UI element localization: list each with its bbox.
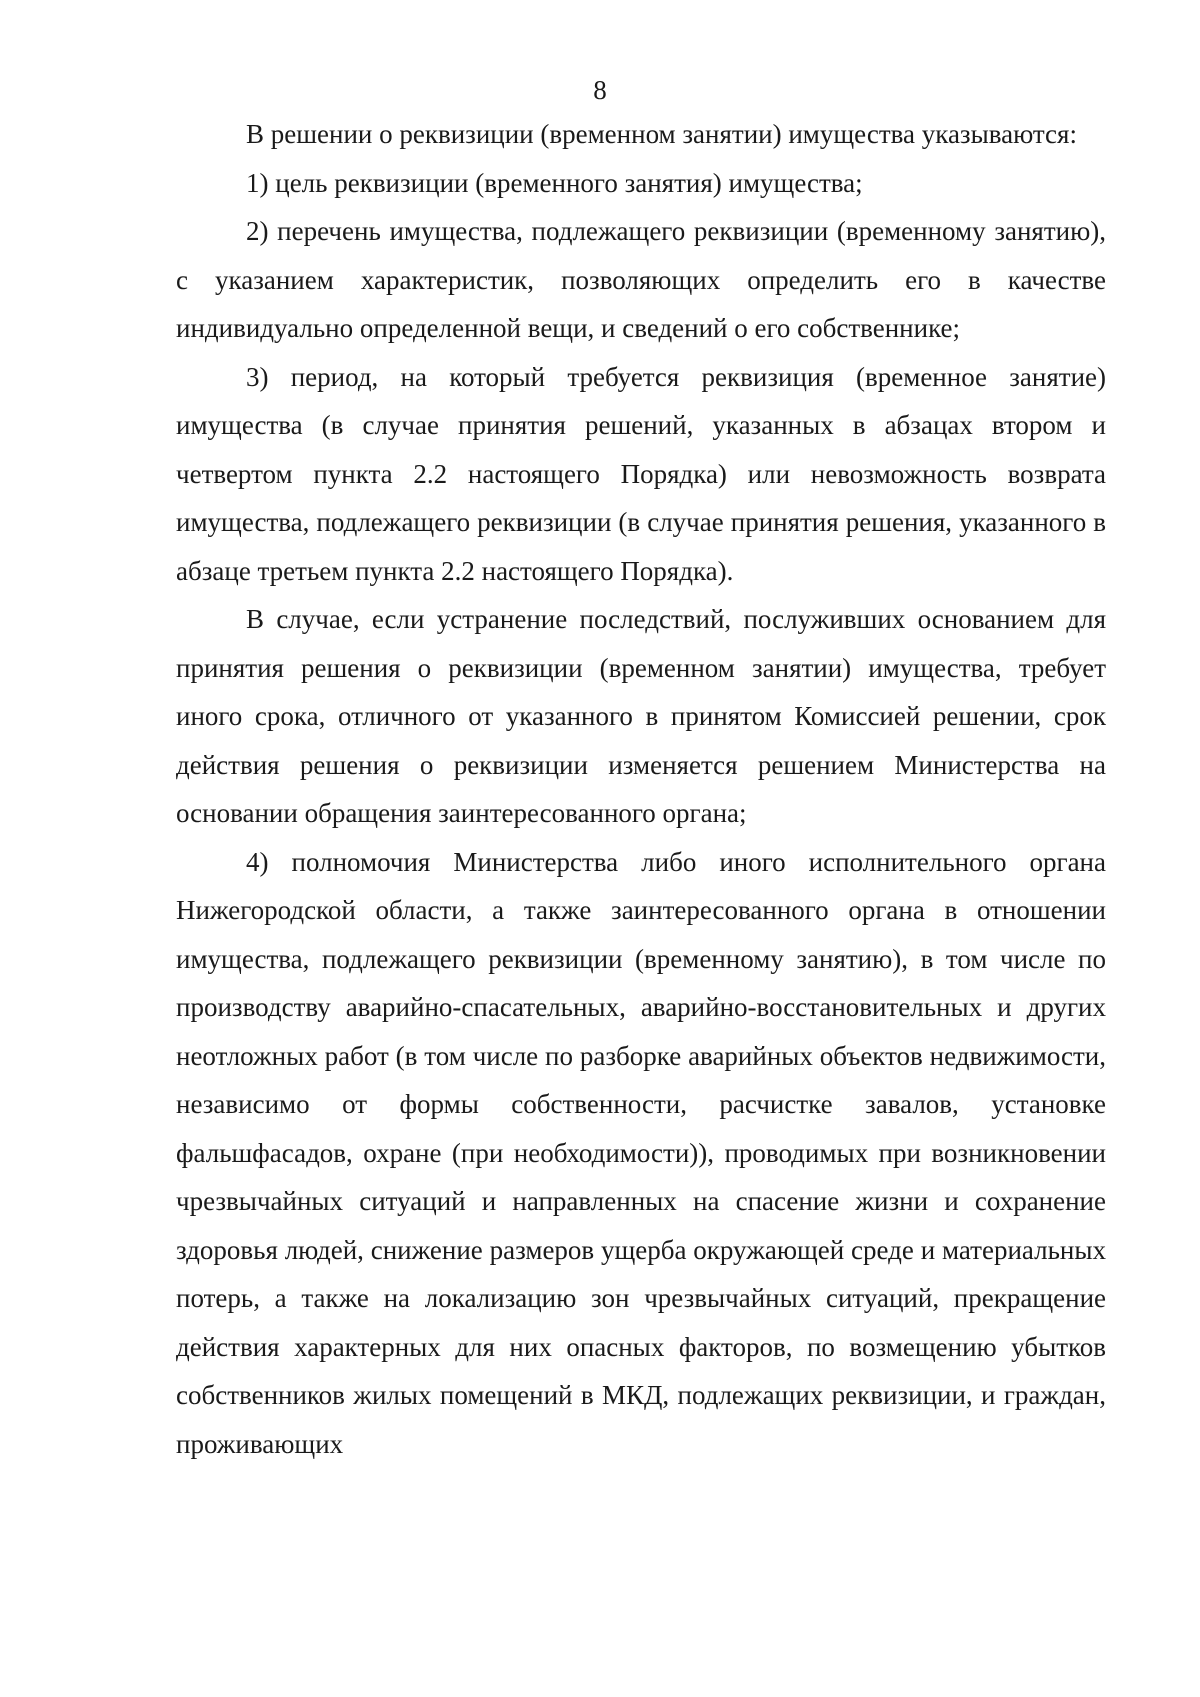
paragraph-item-1: 1) цель реквизиции (временного занятия) имущества; — [246, 167, 863, 198]
document-body — [176, 110, 1106, 1468]
paragraph-item-2: 2) перечень имущества, подлежащего реквизиции (временному занятию), с указанием характеристик, позволяющих определить его в качестве индивидуально определенной вещи, и сведений о его собственнике; — [176, 216, 1106, 343]
paragraph-item-3: 3) период, на который требуется реквизиция (временное занятие) имущества (в случае принятия решений, указанных в абзацах втором и четвертом пункта 2.2 настоящего Порядка) или невозможность возврата имущества, подлежащего реквизиции (в случае принятия решения, указанного в абзаце третьем пункта 2.2 настоящего Порядка). — [176, 361, 1106, 586]
page-number: 8 — [593, 75, 607, 105]
paragraph-term-change: В случае, если устранение последствий, послуживших основанием для принятия решения о реквизиции (временном занятии) имущества, требует иного срока, отличного от указанного в принятом Комиссией решении, срок действия решения о реквизиции изменяется решением Министерства на основании обращения заинтересованного органа; — [176, 604, 1106, 828]
paragraph-intro: В решении о реквизиции (временном занятии) имущества указываются: — [246, 119, 1077, 149]
paragraph-item-4: 4) полномочия Министерства либо иного исполнительного органа Нижегородской области, а также заинтересованного органа в отношении имущества, подлежащего реквизиции (временному занятию), в том числе по производству аварийно-спасательных, аварийно-восстановительных и других неотложных работ (в том числе по разборке аварийных объектов недвижимости, независимо от формы собственности, расчистке завалов, установке фальшфасадов, охране (при необходимости)), проводимых при возникновении чрезвычайных ситуаций и направленных на спасение жизни и сохранение здоровья людей, снижение размеров ущерба окружающей среде и материальных потерь, а также на локализацию зон чрезвычайных ситуаций, прекращение действия характерных для них опасных факторов, по возмещению убытков собственников жилых помещений в МКД, подлежащих реквизиции, и граждан, проживающих — [176, 846, 1106, 1459]
